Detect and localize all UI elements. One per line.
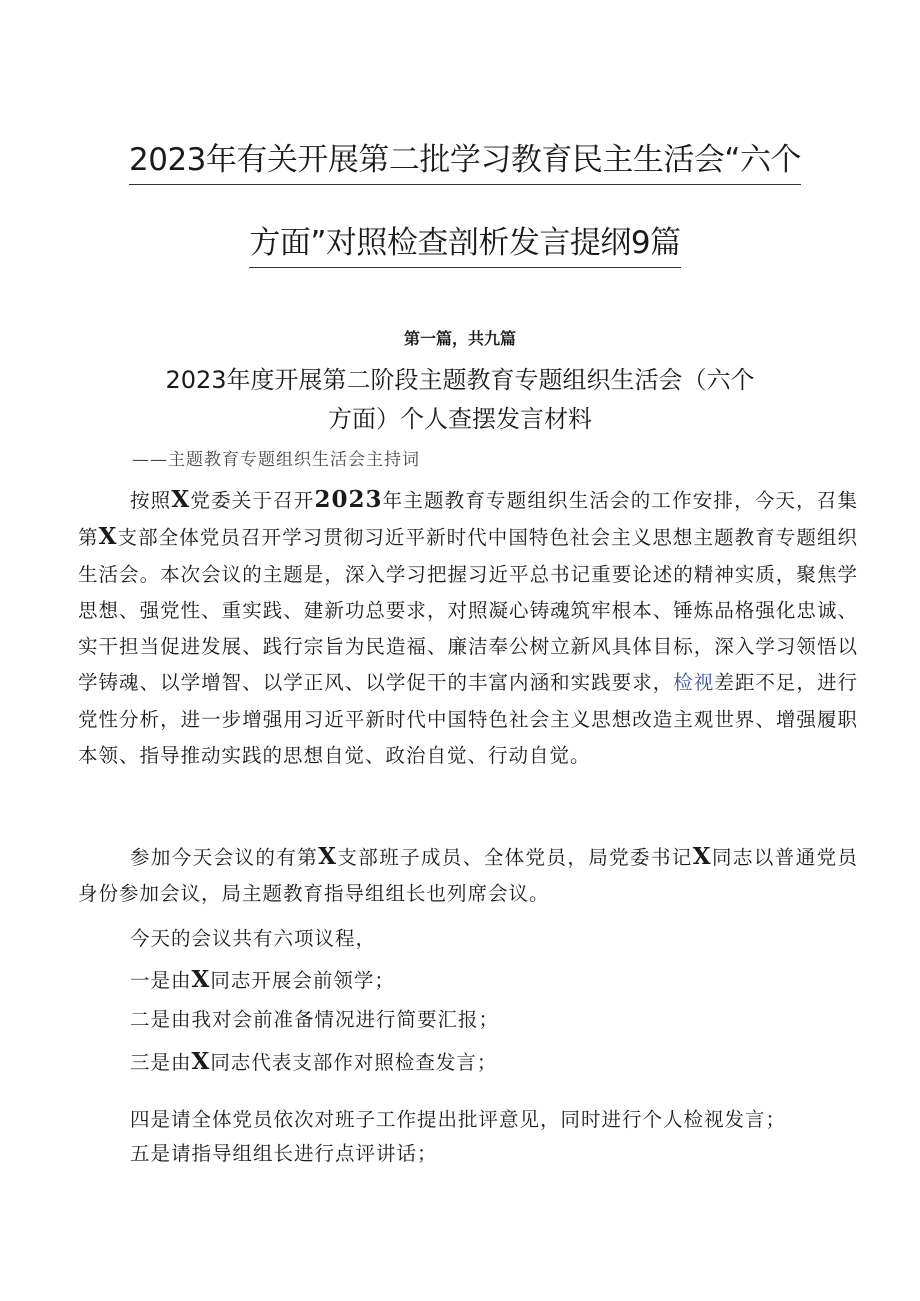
- paragraph-intro: [78, 482, 858, 774]
- p2-text-2: 支部班子成员、全体党员，局党委书记: [337, 846, 693, 869]
- p1-x-1: X: [171, 486, 191, 513]
- p2-text-1: 参加今天会议的有第: [130, 846, 319, 869]
- p1-text-1: 按照: [130, 489, 172, 512]
- subtitle-line-1: 2023年度开展第二阶段主题教育专题组织生活会（六个: [165, 366, 755, 394]
- main-title-line-2: [100, 225, 830, 261]
- chapter-label: 第一篇，共九篇: [403, 329, 516, 348]
- agenda-item-3-x: X: [191, 1048, 211, 1075]
- agenda-item-4: 四是请全体党员依次对班子工作提出批评意见，同时进行个人检视发言；: [130, 1108, 787, 1131]
- p2-x-2: X: [692, 843, 712, 870]
- subtitle-line-2: 方面）个人查摆发言材料: [328, 405, 592, 433]
- p2-text-3: 同志以普通党员身份参加会议，局主题教育指导组组长也列席会议。: [78, 846, 858, 906]
- host-speech-label: ——主题教育专题组织生活会主持词: [132, 450, 420, 470]
- p1-text-4: 支部全体党员召开学习贯彻习近平新时代中国特色社会主义思想主题教育专题组织生活会。本次会议的主题是，深入学习把握习近平总书记重要论述的精神实质，聚焦学思想、强党性、重实践、建新功总要求，对照凝心铸魂筑牢根本、锤炼品格强化忠诚、实干担当促进发展、践行宗旨为民造福、廉洁奉公树立新风具体目标，深入学习领悟以学铸魂、以学增智、以学正风、以学促干的丰富内涵和实践要求，: [78, 526, 858, 695]
- agenda-item-3-a: 三是由: [130, 1051, 192, 1074]
- main-title-line-2-text: 方面”对照检查剖析发言提纲9篇: [249, 225, 680, 268]
- agenda-intro: 今天的会议共有六项议程，: [130, 927, 377, 950]
- p1-review-link: 检视: [673, 671, 715, 695]
- p1-x-2: X: [98, 523, 118, 551]
- paragraph-attendees: [78, 839, 858, 913]
- main-title-line-1: [100, 142, 830, 178]
- p1-year: 2023: [314, 486, 383, 513]
- agenda-item-1-a: 一是由: [130, 969, 192, 992]
- agenda-item-1: [130, 968, 395, 991]
- agenda-item-1-x: X: [191, 966, 211, 993]
- main-title-line-1-text: 2023年有关开展第二批学习教育民主生活会“六个: [129, 142, 801, 185]
- agenda-item-5: 五是请指导组组长进行点评讲话；: [130, 1142, 438, 1165]
- p1-text-5: 差距不足，进行党性分析，进一步增强用习近平新时代中国特色社会主义思想改造主观世界、增强履职本领、指导推动实践的思想自觉、政治自觉、行动自觉。: [78, 671, 858, 768]
- agenda-item-3: [130, 1050, 497, 1073]
- agenda-item-2: 二是由我对会前准备情况进行简要汇报；: [130, 1008, 500, 1031]
- p1-text-3: 年主题教育专题组织生活会的工作安排，今天，召集第: [78, 489, 858, 550]
- p2-x-1: X: [318, 843, 337, 870]
- agenda-item-1-b: 同志开展会前领学；: [210, 969, 395, 992]
- agenda-item-3-b: 同志代表支部作对照检查发言；: [210, 1051, 498, 1074]
- p1-text-2: 党委关于召开: [190, 489, 315, 512]
